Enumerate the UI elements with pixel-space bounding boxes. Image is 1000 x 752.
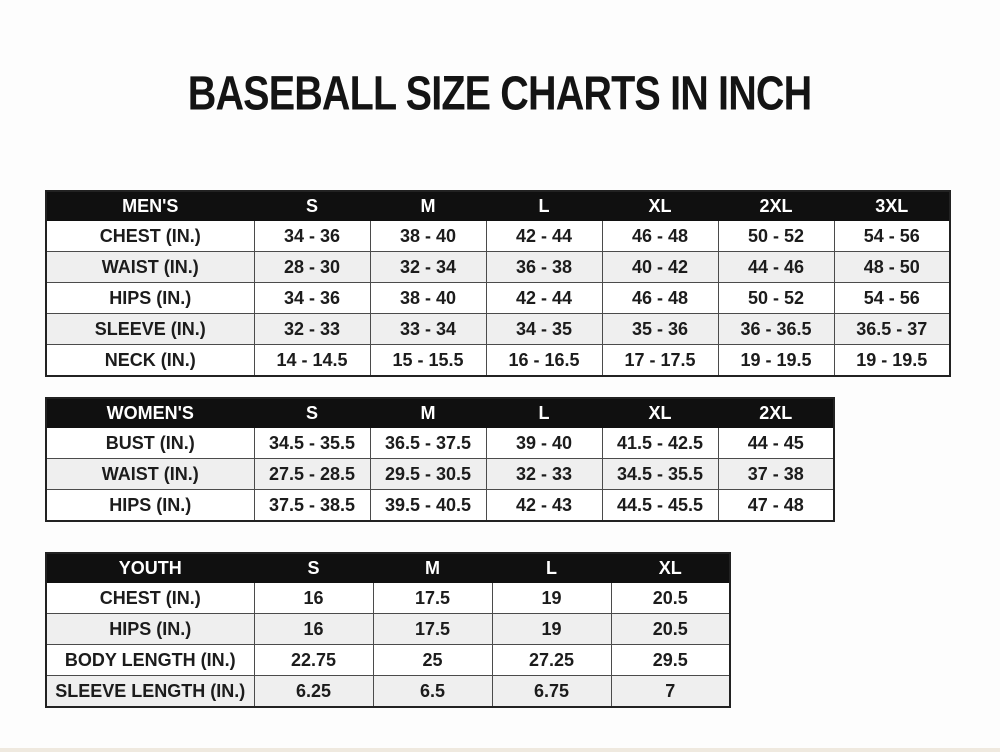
size-value-cell: 16 <box>254 614 373 645</box>
size-value-cell: 20.5 <box>611 583 730 614</box>
size-value-cell: 6.5 <box>373 676 492 708</box>
womens-size-table <box>45 397 835 522</box>
mens-measurement-row <box>46 314 950 345</box>
mens-measurement-row <box>46 221 950 252</box>
size-value-cell: 54 - 56 <box>834 221 950 252</box>
row-label: HIPS (IN.) <box>46 614 254 645</box>
mens-size-column-2xl: 2XL <box>718 191 834 221</box>
size-value-cell: 54 - 56 <box>834 283 950 314</box>
row-label: HIPS (IN.) <box>46 283 254 314</box>
mens-header-row <box>46 191 950 221</box>
size-value-cell: 34 - 36 <box>254 221 370 252</box>
size-value-cell: 44 - 45 <box>718 428 834 459</box>
row-label: NECK (IN.) <box>46 345 254 377</box>
size-value-cell: 29.5 <box>611 645 730 676</box>
size-value-cell: 15 - 15.5 <box>370 345 486 377</box>
youth-measurement-row <box>46 583 730 614</box>
womens-size-column-m: M <box>370 398 486 428</box>
page-title <box>0 66 1000 120</box>
womens-measurement-row <box>46 428 834 459</box>
size-value-cell: 36 - 36.5 <box>718 314 834 345</box>
size-value-cell: 34 - 35 <box>486 314 602 345</box>
size-value-cell: 44 - 46 <box>718 252 834 283</box>
size-value-cell: 17.5 <box>373 614 492 645</box>
size-value-cell: 35 - 36 <box>602 314 718 345</box>
size-value-cell: 19 - 19.5 <box>834 345 950 377</box>
size-value-cell: 20.5 <box>611 614 730 645</box>
size-value-cell: 44.5 - 45.5 <box>602 490 718 522</box>
youth-size-table <box>45 552 731 708</box>
size-value-cell: 37 - 38 <box>718 459 834 490</box>
size-value-cell: 34.5 - 35.5 <box>602 459 718 490</box>
size-value-cell: 47 - 48 <box>718 490 834 522</box>
youth-measurement-row <box>46 676 730 708</box>
size-value-cell: 28 - 30 <box>254 252 370 283</box>
womens-table-title: WOMEN'S <box>46 398 254 428</box>
mens-table-title: MEN'S <box>46 191 254 221</box>
mens-size-column-xl: XL <box>602 191 718 221</box>
youth-size-column-l: L <box>492 553 611 583</box>
row-label: BODY LENGTH (IN.) <box>46 645 254 676</box>
womens-size-column-s: S <box>254 398 370 428</box>
youth-size-column-m: M <box>373 553 492 583</box>
row-label: HIPS (IN.) <box>46 490 254 522</box>
youth-size-column-xl: XL <box>611 553 730 583</box>
womens-measurement-row <box>46 459 834 490</box>
size-value-cell: 16 <box>254 583 373 614</box>
size-value-cell: 16 - 16.5 <box>486 345 602 377</box>
size-value-cell: 17.5 <box>373 583 492 614</box>
womens-size-column-xl: XL <box>602 398 718 428</box>
page-title-text: BASEBALL SIZE CHARTS IN INCH <box>188 65 812 121</box>
size-value-cell: 22.75 <box>254 645 373 676</box>
size-value-cell: 19 <box>492 614 611 645</box>
mens-measurement-row <box>46 283 950 314</box>
size-value-cell: 32 - 33 <box>486 459 602 490</box>
mens-size-column-s: S <box>254 191 370 221</box>
size-value-cell: 36.5 - 37.5 <box>370 428 486 459</box>
size-value-cell: 39 - 40 <box>486 428 602 459</box>
size-value-cell: 29.5 - 30.5 <box>370 459 486 490</box>
row-label: CHEST (IN.) <box>46 583 254 614</box>
size-value-cell: 38 - 40 <box>370 221 486 252</box>
size-value-cell: 27.5 - 28.5 <box>254 459 370 490</box>
size-value-cell: 27.25 <box>492 645 611 676</box>
size-value-cell: 25 <box>373 645 492 676</box>
youth-header-row <box>46 553 730 583</box>
size-value-cell: 6.75 <box>492 676 611 708</box>
size-value-cell: 36.5 - 37 <box>834 314 950 345</box>
size-value-cell: 6.25 <box>254 676 373 708</box>
size-value-cell: 19 <box>492 583 611 614</box>
size-value-cell: 19 - 19.5 <box>718 345 834 377</box>
size-value-cell: 32 - 33 <box>254 314 370 345</box>
size-value-cell: 7 <box>611 676 730 708</box>
size-value-cell: 34 - 36 <box>254 283 370 314</box>
size-value-cell: 32 - 34 <box>370 252 486 283</box>
mens-size-column-3xl: 3XL <box>834 191 950 221</box>
size-value-cell: 46 - 48 <box>602 221 718 252</box>
size-value-cell: 37.5 - 38.5 <box>254 490 370 522</box>
womens-measurement-row <box>46 490 834 522</box>
size-value-cell: 34.5 - 35.5 <box>254 428 370 459</box>
size-value-cell: 48 - 50 <box>834 252 950 283</box>
size-value-cell: 46 - 48 <box>602 283 718 314</box>
womens-header-row <box>46 398 834 428</box>
youth-size-column-s: S <box>254 553 373 583</box>
row-label: WAIST (IN.) <box>46 252 254 283</box>
youth-measurement-row <box>46 645 730 676</box>
scan-edge-artifact <box>0 748 1000 752</box>
size-value-cell: 39.5 - 40.5 <box>370 490 486 522</box>
womens-size-column-2xl: 2XL <box>718 398 834 428</box>
size-value-cell: 36 - 38 <box>486 252 602 283</box>
size-value-cell: 14 - 14.5 <box>254 345 370 377</box>
size-value-cell: 50 - 52 <box>718 221 834 252</box>
mens-size-column-m: M <box>370 191 486 221</box>
mens-size-column-l: L <box>486 191 602 221</box>
row-label: SLEEVE (IN.) <box>46 314 254 345</box>
size-value-cell: 42 - 44 <box>486 283 602 314</box>
size-value-cell: 41.5 - 42.5 <box>602 428 718 459</box>
row-label: WAIST (IN.) <box>46 459 254 490</box>
mens-size-table <box>45 190 951 377</box>
row-label: CHEST (IN.) <box>46 221 254 252</box>
youth-table-title: YOUTH <box>46 553 254 583</box>
size-value-cell: 38 - 40 <box>370 283 486 314</box>
youth-measurement-row <box>46 614 730 645</box>
row-label: SLEEVE LENGTH (IN.) <box>46 676 254 708</box>
size-value-cell: 33 - 34 <box>370 314 486 345</box>
size-value-cell: 42 - 44 <box>486 221 602 252</box>
size-value-cell: 50 - 52 <box>718 283 834 314</box>
womens-size-column-l: L <box>486 398 602 428</box>
size-value-cell: 42 - 43 <box>486 490 602 522</box>
size-value-cell: 17 - 17.5 <box>602 345 718 377</box>
row-label: BUST (IN.) <box>46 428 254 459</box>
mens-measurement-row <box>46 345 950 377</box>
size-value-cell: 40 - 42 <box>602 252 718 283</box>
mens-measurement-row <box>46 252 950 283</box>
